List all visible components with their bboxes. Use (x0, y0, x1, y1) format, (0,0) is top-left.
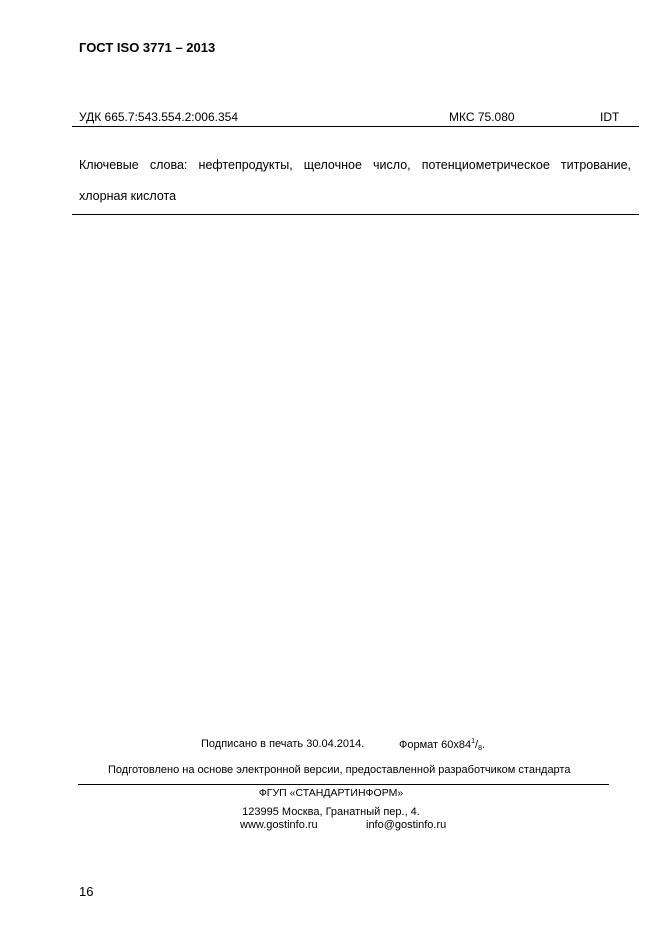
divider-top (72, 126, 639, 127)
format-numerator: 1 (471, 738, 476, 745)
document-code: ГОСТ ISO 3771 – 2013 (79, 40, 216, 55)
keywords-paragraph: Ключевые слова: нефтепродукты, щелочное число, потенциометрическое титрование, хлорная кислота (79, 158, 631, 203)
publisher-email: info@gostinfo.ru (366, 819, 447, 831)
paper-format: Формат $60x84^1/_8$. (399, 738, 486, 752)
prepared-note: Подготовлено на основе электронной версии, предоставленной разработчиком стандарта (108, 764, 571, 776)
page-number: 16 (79, 884, 94, 899)
divider-keywords (72, 214, 639, 215)
format-denominator: 8 (478, 745, 482, 752)
mks-code: МКС 75.080 (449, 110, 515, 124)
udc-code: УДК 665.7:543.554.2:006.354 (79, 110, 238, 124)
publisher-website: www.gostinfo.ru (240, 819, 318, 831)
equivalence-mark: IDT (600, 110, 620, 124)
publisher-address: 123995 Москва, Гранатный пер., 4. (242, 806, 420, 818)
signed-date: Подписано в печать 30.04.2014. (201, 738, 365, 750)
publisher-name: ФГУП «СТАНДАРТИНФОРМ» (258, 787, 404, 799)
divider-imprint (78, 784, 609, 785)
